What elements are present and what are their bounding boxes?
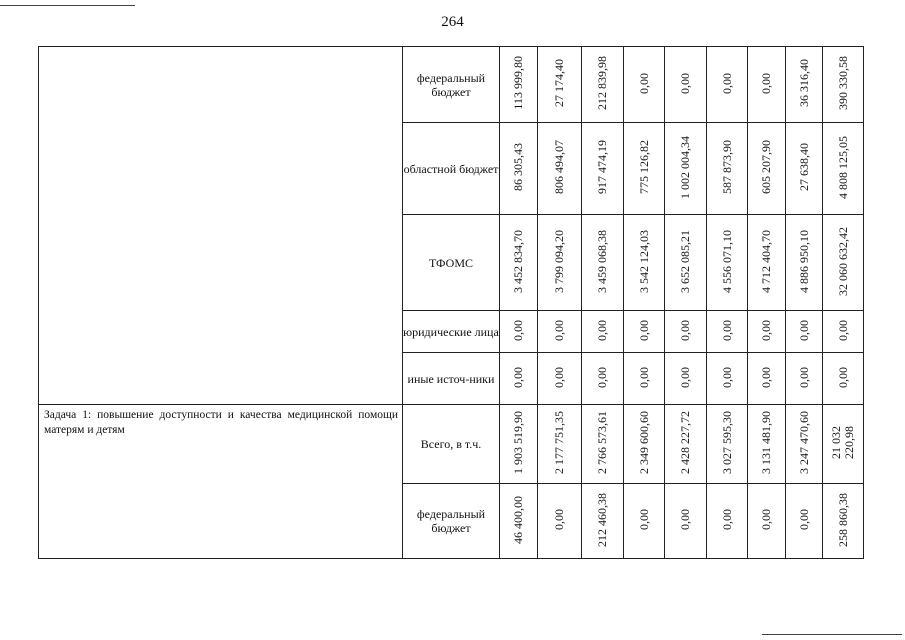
- page-number: 264: [441, 14, 464, 30]
- value-text: 36 316,40: [796, 59, 811, 107]
- value-text: 4 556 071,10: [719, 229, 734, 293]
- value-text: 0,00: [719, 366, 734, 388]
- value-text: 0,00: [636, 509, 651, 530]
- value-cell: [707, 353, 748, 405]
- value-text: 212 839,98: [595, 56, 609, 110]
- value-cell: [707, 405, 748, 484]
- table-row: [39, 47, 864, 123]
- value-text: 86 305,43: [511, 143, 525, 191]
- value-text: 3 542 124,03: [636, 229, 651, 293]
- value-cell: [748, 47, 786, 123]
- value-text: 605 207,90: [759, 140, 773, 194]
- value-text: 2 428 227,72: [678, 411, 692, 474]
- value-cell: [582, 405, 624, 484]
- value-text: 0,00: [678, 509, 692, 530]
- value-text: 3 452 834,70: [511, 229, 525, 293]
- value-cell: [665, 353, 707, 405]
- bottom-rule: [762, 634, 902, 635]
- value-cell: [538, 215, 582, 311]
- value-cell: [665, 215, 707, 311]
- funding-source: областной бюджет: [403, 123, 500, 215]
- value-text: 3 799 094,20: [552, 229, 566, 293]
- value-text: 0,00: [759, 319, 773, 341]
- value-cell: [707, 484, 748, 559]
- value-text: 0,00: [719, 319, 734, 341]
- value-text: 0,00: [552, 319, 566, 341]
- value-text: 2 177 751,35: [552, 411, 566, 474]
- value-cell: [786, 123, 823, 215]
- value-text: 0,00: [636, 319, 651, 341]
- value-cell: [786, 215, 823, 311]
- value-cell: [823, 484, 864, 559]
- funding-source: юридические лица: [403, 311, 500, 353]
- value-cell: [786, 47, 823, 123]
- value-cell: [582, 215, 624, 311]
- value-cell: [786, 353, 823, 405]
- value-text: 0,00: [678, 72, 692, 94]
- value-text: 0,00: [796, 319, 811, 341]
- funding-source: федеральный бюджет: [403, 484, 500, 559]
- value-cell: [748, 311, 786, 353]
- value-cell: [707, 123, 748, 215]
- value-text: 1 903 519,90: [511, 411, 525, 474]
- value-cell: [582, 123, 624, 215]
- value-text: 212 460,38: [595, 492, 609, 547]
- value-text: 775 126,82: [636, 140, 651, 194]
- value-text: 0,00: [759, 72, 773, 94]
- value-cell: [500, 484, 538, 559]
- value-cell: [823, 47, 864, 123]
- value-cell: [582, 484, 624, 559]
- value-cell: [500, 405, 538, 484]
- value-cell: [748, 215, 786, 311]
- value-cell: [500, 311, 538, 353]
- value-cell: [786, 311, 823, 353]
- value-text: 0,00: [678, 319, 692, 341]
- value-text: 46 400,00: [511, 495, 525, 544]
- value-text: 32 060 632,42: [835, 226, 850, 296]
- funding-source: Всего, в т.ч.: [403, 405, 500, 484]
- value-text: 0,00: [552, 366, 566, 388]
- value-cell: [665, 47, 707, 123]
- funding-source: иные источ-ники: [403, 353, 500, 405]
- value-text: 113 999,80: [511, 56, 525, 110]
- value-text: 2 766 573,61: [595, 411, 609, 474]
- value-cell: [582, 353, 624, 405]
- value-text: 0,00: [678, 366, 692, 388]
- value-cell: [823, 311, 864, 353]
- value-text: 2 349 600,60: [636, 411, 651, 474]
- value-cell: [823, 215, 864, 311]
- value-cell: [624, 47, 665, 123]
- value-text: 0,00: [835, 319, 850, 341]
- value-text: 258 860,38: [835, 492, 850, 547]
- value-text: 27 174,40: [552, 59, 566, 107]
- value-cell: [582, 311, 624, 353]
- value-cell: [538, 405, 582, 484]
- value-cell: [786, 484, 823, 559]
- value-text: 587 873,90: [719, 140, 734, 194]
- value-cell: [748, 484, 786, 559]
- value-text: 0,00: [595, 366, 609, 388]
- value-text: 0,00: [796, 509, 811, 530]
- value-cell: [538, 353, 582, 405]
- value-cell: [624, 311, 665, 353]
- value-cell: [538, 47, 582, 123]
- value-cell: [748, 353, 786, 405]
- value-text: 3 027 595,30: [719, 411, 734, 474]
- value-cell: [707, 47, 748, 123]
- value-cell: [500, 123, 538, 215]
- value-text: 4 886 950,10: [796, 229, 811, 293]
- value-cell: [624, 353, 665, 405]
- value-text: 3 131 481,90: [759, 411, 773, 474]
- value-cell: [624, 123, 665, 215]
- value-cell: [665, 311, 707, 353]
- value-cell: [786, 405, 823, 484]
- value-text: 0,00: [719, 72, 734, 94]
- value-cell: [538, 484, 582, 559]
- value-cell: [707, 215, 748, 311]
- value-cell: [665, 123, 707, 215]
- value-cell: [624, 215, 665, 311]
- value-cell: [748, 123, 786, 215]
- funding-source: ТФОМС: [403, 215, 500, 311]
- value-cell: [707, 311, 748, 353]
- value-text: 0,00: [796, 366, 811, 388]
- value-cell: [624, 484, 665, 559]
- value-text: 3 247 470,60: [796, 411, 811, 474]
- value-cell: [582, 47, 624, 123]
- value-cell: [823, 405, 864, 484]
- value-text: 0,00: [595, 319, 609, 341]
- value-text: 1 002 004,34: [678, 135, 692, 199]
- empty-task-cell: [39, 47, 403, 405]
- value-cell: [748, 405, 786, 484]
- value-text: 0,00: [759, 509, 773, 530]
- value-cell: [823, 123, 864, 215]
- value-text: 390 330,58: [835, 56, 850, 110]
- value-cell: [624, 405, 665, 484]
- task-label: Задача 1: повышение доступности и качества медицинской помощи матерям и детям: [39, 405, 403, 559]
- value-text: 0,00: [719, 509, 734, 530]
- value-text: 4 712 404,70: [759, 229, 773, 293]
- value-text: 806 494,07: [552, 140, 566, 194]
- value-text: 3 652 085,21: [678, 229, 692, 293]
- table-row: [39, 405, 864, 484]
- value-text: 0,00: [511, 319, 525, 341]
- value-text: 4 808 125,05: [835, 135, 850, 199]
- value-cell: [500, 215, 538, 311]
- value-text: 3 459 068,38: [595, 229, 609, 293]
- value-text: 0,00: [636, 72, 651, 94]
- value-cell: [538, 123, 582, 215]
- value-cell: [500, 353, 538, 405]
- value-text: 27 638,40: [796, 143, 811, 191]
- value-cell: [665, 405, 707, 484]
- value-text: 0,00: [759, 366, 773, 388]
- value-text: 0,00: [511, 366, 525, 388]
- value-text: 917 474,19: [595, 140, 609, 194]
- value-cell: [538, 311, 582, 353]
- value-text: 0,00: [636, 366, 651, 388]
- top-rule: [0, 5, 135, 6]
- value-cell: [500, 47, 538, 123]
- value-cell: [823, 353, 864, 405]
- value-text: 0,00: [552, 509, 566, 530]
- value-text: 0,00: [835, 366, 850, 388]
- value-cell: [665, 484, 707, 559]
- budget-table: [38, 46, 864, 559]
- value-text: 21 032 220,98: [829, 426, 856, 459]
- funding-source: федеральный бюджет: [403, 47, 500, 123]
